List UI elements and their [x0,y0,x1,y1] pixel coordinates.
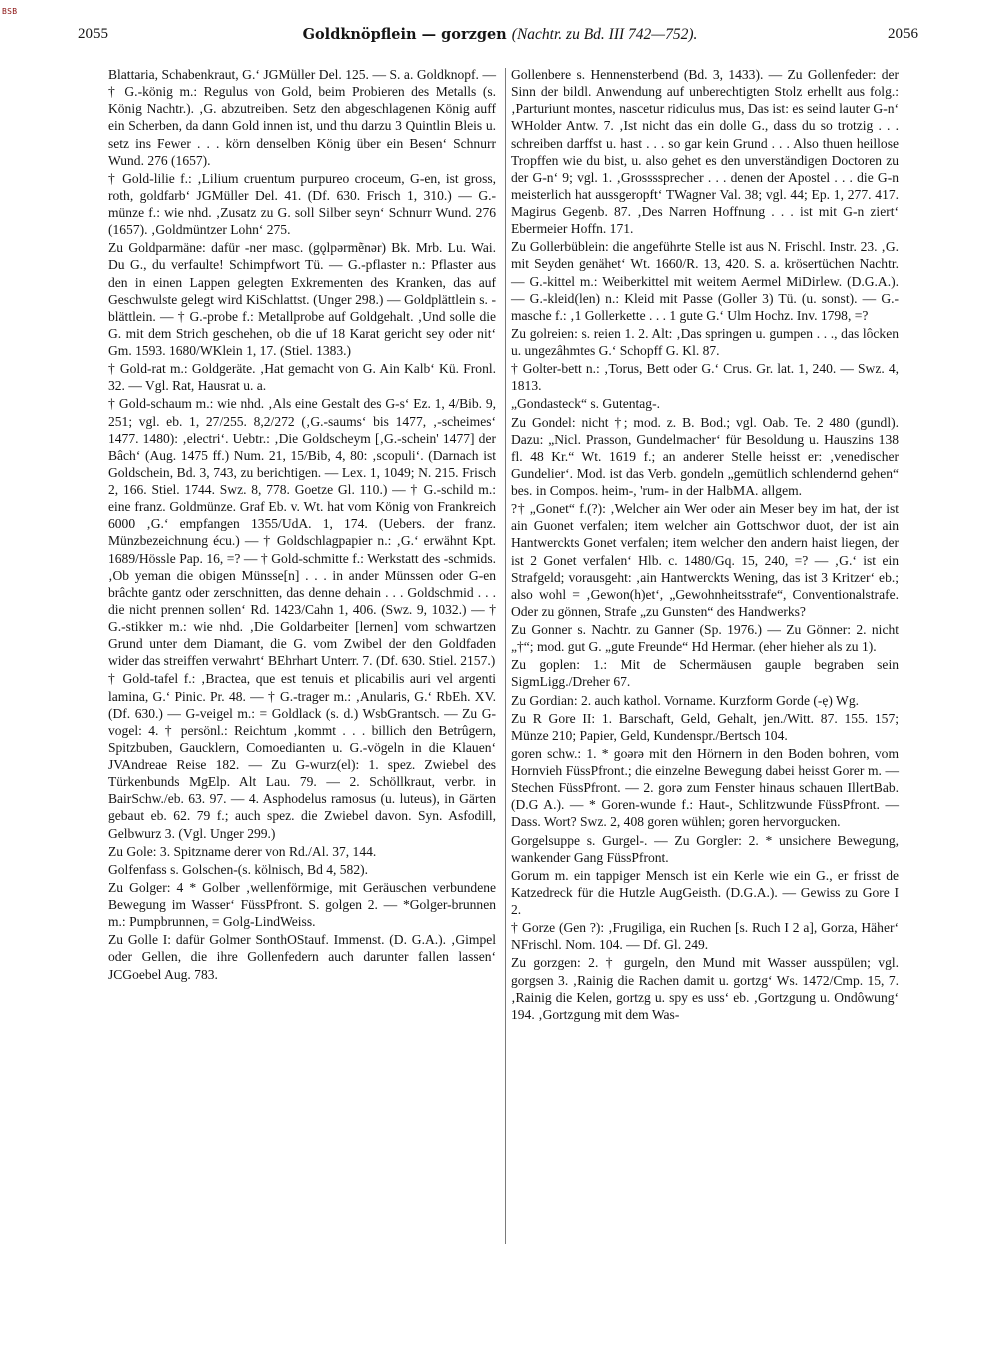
dictionary-entry: Zu Golger: 4 * Golber ‚wellenförmige, mit Geräuschen verbundene Bewegung im Wasserʻ FüssPfront. S. golgen 2. — *Golger-brunnen m.: Pumpbrunnen, = Golg-LindWeiss. [108,879,496,930]
dictionary-entry: Zu Gordian: 2. auch kathol. Vorname. Kurzform Gorde (-ẹ) Wg. [511,692,859,708]
dictionary-entry: Zu Gole: 3. Spitzname derer von Rd./Al. 37, 144. [108,843,377,859]
dictionary-entry: goren schw.: 1. * goərə mit den Hörnern in den Boden bohren, vom Hornvieh FüssPfront.; die einzelne Bewegung dabei heisst Gorer m. — Stechen FüssPfront. — 2. gorə zum Fenster hinaus schauen IllertBab. (D.G A.). — * Goren-wunde f.: Haut-, Schlitzwunde FüssPfront. — Dass. Wort? Swz. 2, 408 goren wühlen; goren hervorgucken. [511,745,899,830]
dictionary-entry: Zu R Gore II: 1. Barschaft, Geld, Gehalt, jen./Witt. 87. 155. 157; Münze 210; Papier, Geld, Kundenspr./Bertsch 104. [511,710,899,743]
dictionary-entry: Blattaria, Schabenkraut, G.ʻ JGMüller Del. 125. — S. a. Goldknopf. — † G.-könig m.: Regulus von Gold, beim Probieren des Metalls (s. König Nachtr.). ‚G. abzutreiben. Setz den abgeschlagenen König auff ein Scherben, da dann Gold innen ist, und thu darzu 3 Quintlin Bleis u. setz ins Fewer . . . körn denselben König über ein Besenʻ Schnurr Wund. 276 (1657). [108,67,496,168]
dictionary-entry: † Gold-schaum m.: wie nhd. ‚Als eine Gestalt des G-sʻ Ez. 1, 4/Bib. 9, 251; vgl. eb. 1, 27/255. 8,2/272 (‚G.-saumsʻ bis 1477, ‚-scheimesʻ 1477. 1480): ‚electriʻ. Uebtr.: ‚Die Goldscheym [‚G.-schein' 1477] der Bâchʻ (Aug. 1475 ff.) Num. 21, 15/Bib, 4, 80: ‚scopuliʻ. (Darnach ist Goldschein, Bd. 3, 743, zu berichtigen. — Lex. 1, 1049; N. 215. Frisch 2, 166. Stiel. 1744. Swz. 8, 778. Goetze Gl. 110.) — † G.-schild m.: eine franz. Goldmünze. Graf Eb. v. Wt. hat vom König von Frankreich 6000 ‚G.ʻ empfangen 1355/UdA. 1, 174. (Uebers. der franz. Münzbezeichnung écu.) — † Goldschlagpapier n.: ‚G.ʻ erwähnt Kpt. 1689/Hössle Pap. 16, =? — † Gold-schmitte f.: Werkstatt des -schmids. ‚Ob yeman die obigen Münsse[n] . . . in ander Münssen oder G-en brâchte gantz oder zerschnitten, das denne dehain . . . Goldschmid . . . die nicht prennen sollenʻ Rd. 1423/Cahn 1, 406. (Swz. 9, 1032.) — † G.-stikker m.: wie nhd. ‚Die Goldarbeiter [lernen] vom schwartzen Grund unter dem Diamant, die G. vom Zwibel der den Goldfaden wider das streiffen verwahrtʻ BEhrhart Unterr. 7. (Df. 630. Stiel. 2157.) [108,396,496,669]
dictionary-entry: Zu Gonner s. Nachtr. zu Ganner (Sp. 1976.) — Zu Gönner: 2. nicht „†“; mod. gut G. „gute Freunde“ Hd Hermar. (eher hieher als zu 1). [511,622,899,655]
dictionary-entry: Zu Goldparmäne: dafür -ner masc. (gǫlpərmẽnər) Bk. Mrb. Lu. Wai. Du G., du verfaulte! Schimpfwort Tü. — G.-pflaster n.: Pflaster aus den in einen Lappen gelegten Exkrementen des Kranken, das auf Geschwulste gelegt wird KiSchlattst. (Unger 298.) — Goldplättlein s. -blättlein. — † G.-probe f.: Metallprobe auf Goldgehalt. ‚Und solle die G. mit dem Strich geschehen, ob die uf 18 Karat gericht sey oder nitʻ Gm. 1593. 1680/WKlein 1, 17. (Stiel. 1383.) [108,240,496,358]
dictionary-entry: Gollenbere s. Hennensterbend (Bd. 3, 1433). — Zu Gollenfeder: der Sinn der bildl. Anwendung auf unberechtigten Stolz erhellt aus folg.: ‚Parturiunt montes, nascetur ridiculus mus, Das ist: es seind lauter G-nʻ WHolder Antw. 7. ‚Ist nicht das ein dolle G., dass du so trotzig . . . schreiben darffst u. hast . . . so gar kein Grund . . . Also thuen heillose Tropffen wie du bist, u. also gehet es den unverständigen Doctoren zu der G-nʻ 9; vgl. 1. ‚Grossssprecher . . . denen der Apostel . . . die G-n meisterlich hat aussgeropftʻ TWagner Val. 38; vgl. 44; Ep. 1, 277. 417. Magirus Gegenb. 87. ‚Des Narren Hoffnung . . . ist mit G-n ziertʻ Ebermeier Hoffn. 171. [511,67,899,237]
dictionary-entry: † Gold-rat m.: Goldgeräte. ‚Hat gemacht von G. Ain Kalbʻ Kü. Fronl. 32. — Vgl. Rat, Hausrat u. a. [108,361,496,394]
running-title-italic: (Nachtr. zu Bd. III 742—752). [511,26,698,43]
dictionary-entry: † Gorze (Gen ?): ‚Frugiliga, ein Ruchen [s. Ruch I 2 a], Gorza, Häherʻ NFrischl. Nom. 104. — Df. Gl. 249. [511,920,899,953]
dictionary-entry: Zu golreien: s. reien 1. 2. Alt: ‚Das springen u. gumpen . . ., das lôcken u. ungezâhmtes G.ʻ Schopff G. Kl. 87. [511,325,899,358]
left-column [108,66,496,983]
dictionary-entry: „Gondasteck“ s. Gutentag-. [511,396,660,412]
dictionary-entry: ?† „Gonet“ f.(?): ‚Welcher ain Wer oder ain Meser bey im hat, der ist ain Guonet verfalen; item welcher ain Gottschwor duot, der ist ain Hantwerckts Gonet verfalen; item welcher den andern haist liegen, der ist 2 Gonet verfalenʻ Hlb. c. 1480/Gq. 15, 240, =? — ‚G.ʻ ist ein Strafgeld; vorausgeht: ‚ain Hantwerckts Wening, das ist 3 Kritzerʻ eb.; also wohl = ‚Gewon(h)etʻ, „Gewohnheitsstrafe“, Conventionalstrafe. Oder zu gönnen, Strafe „zu Gunsten“ des Handwerks? [511,501,899,619]
dictionary-entry: Zu Gollerbüblein: die angeführte Stelle ist aus N. Frischl. Instr. 23. ‚G. mit Seyden genähetʻ Wt. 1660/R. 13, 420. S. a. krösertüchen Nachtr. — G.-kittel m.: Weiberkittel mit weitem Aermel MiDirlew. (D.G.A.). — G.-kleid(len) n.: Kleid mit Passe (Goller 3) Tü. (u. sonst). — G.-masche f.: ‚1 Gollerkette . . . 1 gute G.ʻ Ulm Hochz. Inv. 1798, =? [511,239,899,323]
dictionary-entry: Zu Golle I: dafür Golmer SonthOStauf. Immenst. (D. G.A.). ‚Gimpel oder Gellen, die ihre Gollenfedern auch darunter fallen lassenʻ JCGoebel Aug. 783. [108,932,496,982]
dictionary-entry: Zu Gondel: nicht †; mod. z. B. Bod.; vgl. Oab. Te. 2 480 (gundl). Dazu: „Nicl. Prasson, Gundelmacherʻ für Besoldung u. Hauszins 138 fl. 48 Kr.“ Wt. 1619 f.; an anderer Stelle heisst er: ‚venedischer Gundelierʻ. Mod. ist das Verb. gondeln „gemütlich schlendernd gehen“ bes. in Compos. heim-, 'rum- in der HalbMA. allgem. [511,414,899,498]
dictionary-entry: Zu gorzgen: 2. † gurgeln, den Mund mit Wasser ausspülen; vgl. gorgsen 3. ‚Rainig die Rachen damit u. gortzgʻ Ws. 1472/Cmp. 15, 7. ‚Rainig die Kelen, gortzg u. spy es ussʻ eb. ‚Gortzgung u. Ondôwungʻ 194. ‚Gortzgung mit dem Was- [511,955,899,1022]
library-stamp: BSB [2,7,18,16]
dictionary-entry: † Gold-tafel f.: ‚Bractea, que est tenuis et plicabilis auri vel argenti lamina, G.ʻ Pinic. Pr. 48. — † G.-trager m.: ‚Anularis, G.ʻ RbEh. XV. (Df. 630.) — G-veigel m.: = Goldlack (s. d.) WsbGrantsch. — Zu G-vogel: 4. † persönl.: Reichtum ‚kommt . . . billich den Betrûgern, Spitzbuben, Gaucklern, Comoedianten u. G.-vögeln in die Klauenʻ JVAndreae Reise 182. — Zu G-wurz(el): 1. spez. Zwiebel des Türkenbunds MgElp. Alt Lau. 79. — 2. Schöllkraut, verbr. in BairSchw./eb. 63. 97. — 4. Asphodelus ramosus (u. luteus), in Gärten gebaut eb. 62. 79 f.; auch spez. die Zwiebel davon. Syn. Asfodill, Gelbwurz 3. (Vgl. Unger 299.) [108,671,496,841]
dictionary-entry: † Golter-bett n.: ‚Torus, Bett oder G.ʻ Crus. Gr. lat. 1, 240. — Swz. 4, 1813. [511,361,899,394]
dictionary-entry: Zu goplen: 1.: Mit de Schermäusen gauple begraben sein SigmLigg./Dreher 67. [511,657,899,690]
dictionary-entry: Golfenfass s. Golschen-(s. kölnisch, Bd 4, 582). [108,861,368,877]
dictionary-entry: Gorum m. ein tappiger Mensch ist ein Kerle wie ein G., er frisst de Katzedreck für die Hutzle AugGeisth. (D.G.A.). — Gewiss zu Gore I 2. [511,867,899,917]
running-title-bold: Goldknöpflein — gorzgen [302,26,507,43]
dictionary-entry: Gorgelsuppe s. Gurgel-. — Zu Gorgler: 2. * unsichere Bewegung, wankender Gang FüssPfront. [511,832,899,865]
left-page-number: 2055 [78,26,108,42]
right-page-number: 2056 [888,26,918,42]
dictionary-entry: † Gold-lilie f.: ‚Lilium cruentum purpureo croceum, G-en, ist gross, roth, goldfarbʻ JGMüller Del. 41. (Df. 630. Frisch 1, 310.) — G.-münze f.: wie nhd. ‚Zusatz zu G. soll Silber seynʻ Schnurr Wund. 276 (1657). ‚Goldmüntzer Lohnʻ 275. [108,170,496,238]
right-column [511,66,899,1023]
column-divider [505,68,506,1244]
running-title [260,26,740,44]
